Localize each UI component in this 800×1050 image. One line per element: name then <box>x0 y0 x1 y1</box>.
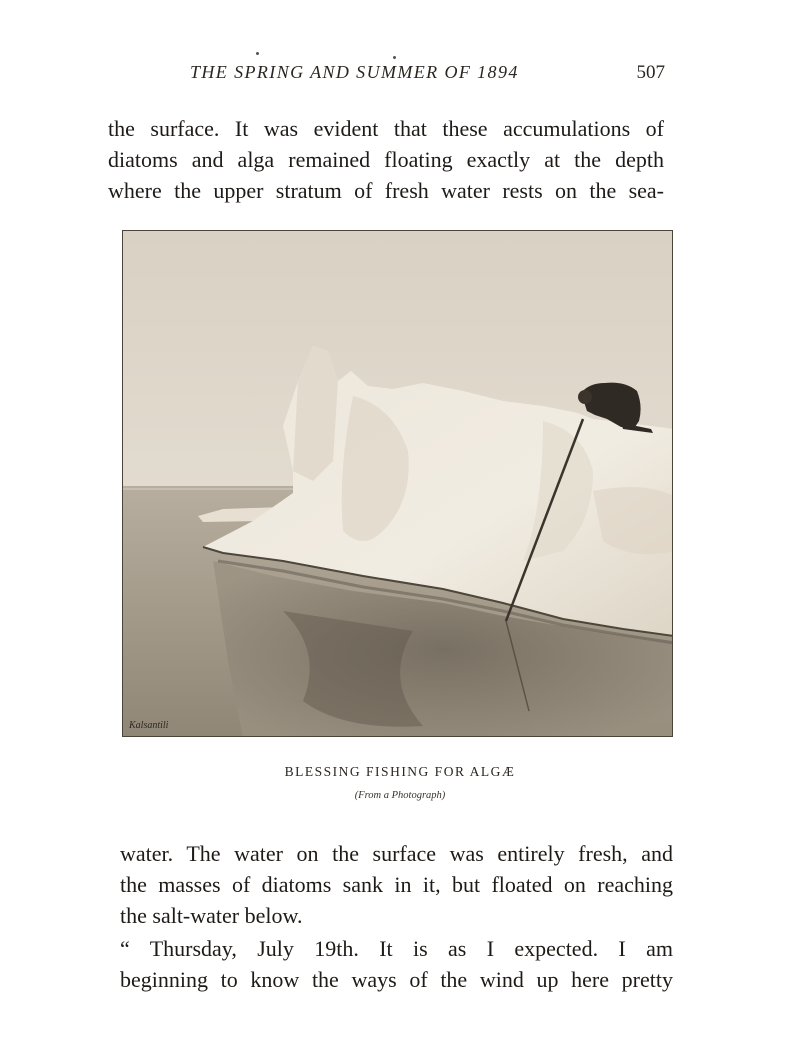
text-line: the salt-water below. <box>120 903 303 928</box>
text-line: where the upper stratum of fresh water rests on the sea- <box>108 178 664 203</box>
text-line: the surface. It was evident that these accumulations of <box>108 116 664 141</box>
print-speck <box>393 56 396 59</box>
print-speck <box>256 52 259 55</box>
photo-signature: Kalsantili <box>129 720 169 731</box>
bottom-paragraph <box>120 838 673 995</box>
top-paragraph <box>108 113 664 206</box>
photograph-plate <box>122 230 673 737</box>
text-line: “ Thursday, July 19th. It is as I expected. I am <box>120 936 673 961</box>
running-title: THE SPRING AND SUMMER OF 1894 <box>190 62 519 82</box>
text-line: water. The water on the surface was entirely fresh, and <box>120 841 673 866</box>
text-line: beginning to know the ways of the wind up here pretty <box>120 967 673 992</box>
page-header <box>190 62 665 92</box>
figure-sub-caption: (From a Photograph) <box>354 790 446 801</box>
page-number: 507 <box>636 62 665 83</box>
text-line: the masses of diatoms sank in it, but floated on reaching <box>120 872 673 897</box>
photograph-image <box>123 231 673 737</box>
text-line: diatoms and alga remained floating exactly at the depth <box>108 147 664 172</box>
figure-caption: BLESSING FISHING FOR ALGÆ <box>284 764 516 779</box>
